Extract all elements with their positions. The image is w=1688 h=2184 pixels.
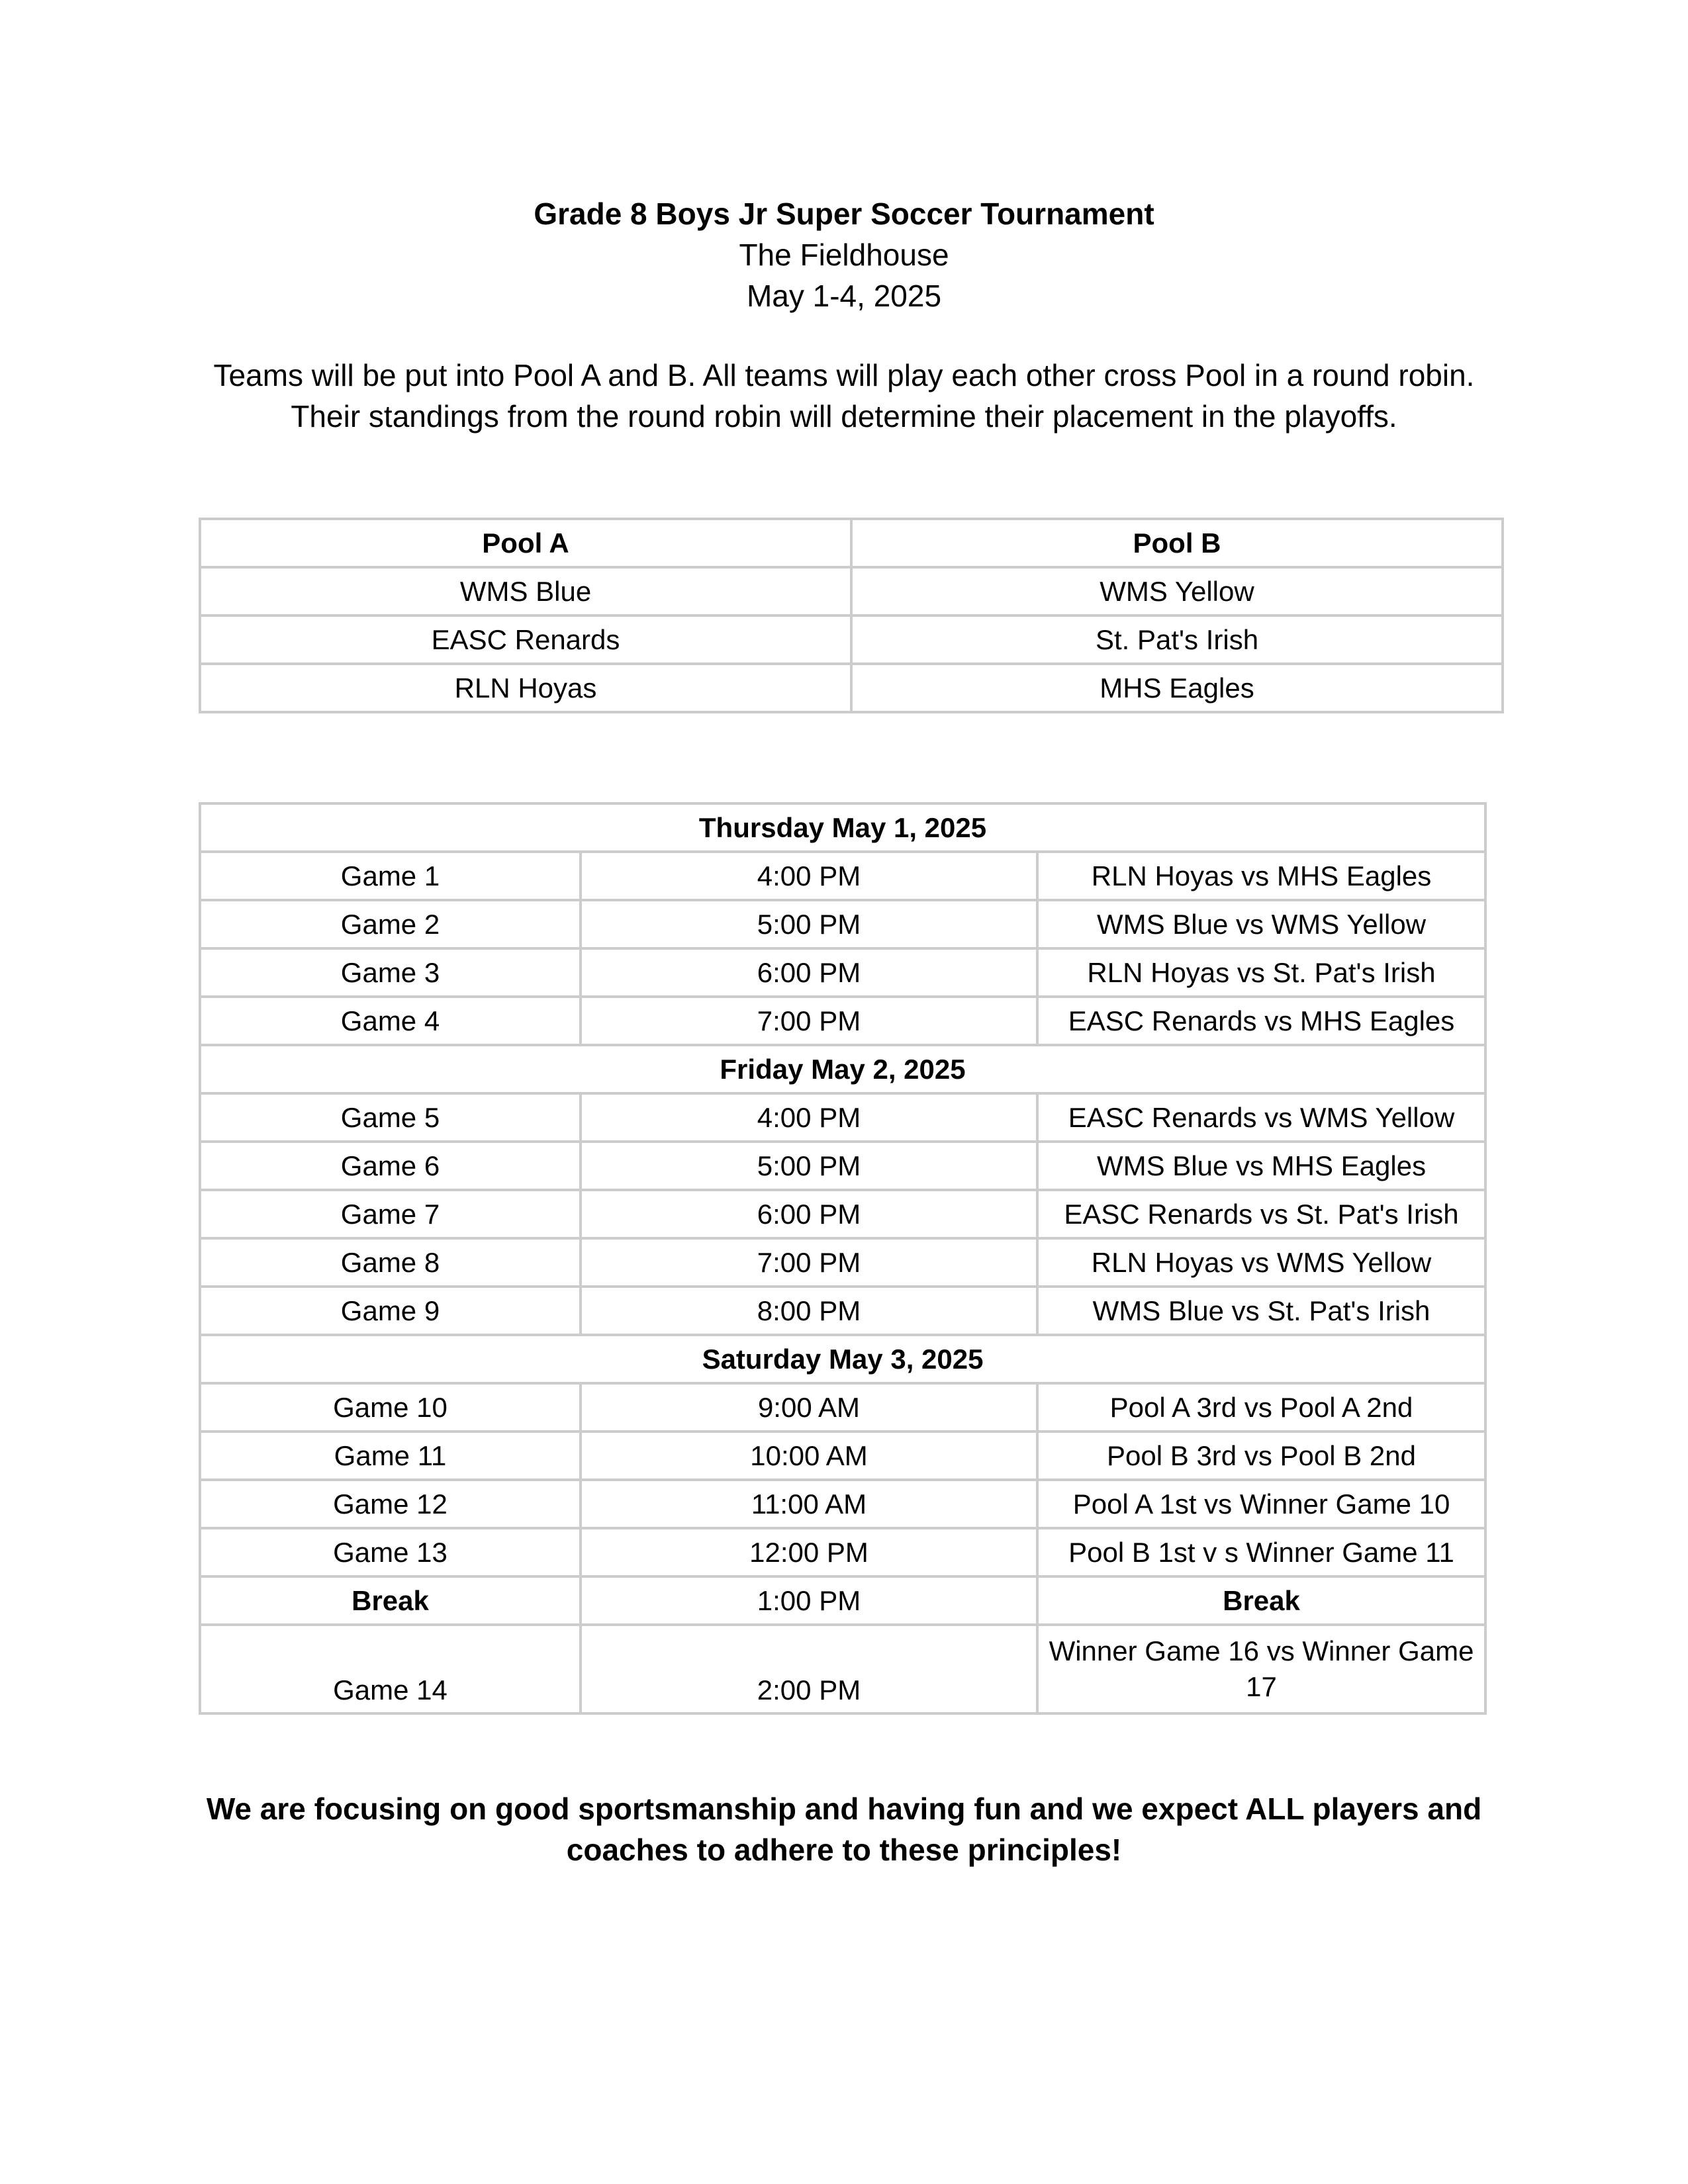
intro-paragraph bbox=[0, 355, 1688, 437]
game-label: Game 11 bbox=[200, 1432, 581, 1480]
game-time: 5:00 PM bbox=[581, 900, 1037, 948]
game-time: 4:00 PM bbox=[581, 852, 1037, 900]
game-matchup: Pool A 1st vs Winner Game 10 bbox=[1037, 1480, 1485, 1528]
footer-line: coaches to adhere to these principles! bbox=[566, 1833, 1122, 1867]
game-matchup: RLN Hoyas vs St. Pat's Irish bbox=[1037, 948, 1485, 997]
game-label: Game 8 bbox=[200, 1238, 581, 1287]
game-label: Game 4 bbox=[200, 997, 581, 1045]
pool-b-team: MHS Eagles bbox=[851, 664, 1503, 712]
pools-table bbox=[199, 518, 1504, 713]
game-time: 1:00 PM bbox=[581, 1576, 1037, 1625]
day-header-row bbox=[200, 1335, 1485, 1383]
day-header-row bbox=[200, 803, 1485, 852]
table-row bbox=[200, 1238, 1485, 1287]
pool-b-team: St. Pat's Irish bbox=[851, 615, 1503, 664]
table-row bbox=[200, 1190, 1485, 1238]
game-matchup: EASC Renards vs St. Pat's Irish bbox=[1037, 1190, 1485, 1238]
game-matchup: WMS Blue vs WMS Yellow bbox=[1037, 900, 1485, 948]
game-time: 6:00 PM bbox=[581, 1190, 1037, 1238]
game-label: Game 13 bbox=[200, 1528, 581, 1576]
game-time: 4:00 PM bbox=[581, 1093, 1037, 1142]
game-label: Game 2 bbox=[200, 900, 581, 948]
game-time: 2:00 PM bbox=[581, 1625, 1037, 1713]
day-header: Friday May 2, 2025 bbox=[200, 1045, 1485, 1093]
game-time: 6:00 PM bbox=[581, 948, 1037, 997]
game-time: 5:00 PM bbox=[581, 1142, 1037, 1190]
game-matchup: Pool B 3rd vs Pool B 2nd bbox=[1037, 1432, 1485, 1480]
day-header: Thursday May 1, 2025 bbox=[200, 803, 1485, 852]
break-label: Break bbox=[200, 1576, 581, 1625]
game-time: 8:00 PM bbox=[581, 1287, 1037, 1335]
table-row bbox=[200, 615, 1503, 664]
table-row bbox=[200, 1287, 1485, 1335]
tournament-title: Grade 8 Boys Jr Super Soccer Tournament bbox=[534, 197, 1154, 231]
table-row bbox=[200, 1432, 1485, 1480]
pools-header-row bbox=[200, 519, 1503, 567]
pool-b-team: WMS Yellow bbox=[851, 567, 1503, 615]
pool-a-team: WMS Blue bbox=[200, 567, 851, 615]
footer-line: We are focusing on good sportsmanship and having fun and we expect ALL players and bbox=[206, 1792, 1482, 1826]
table-row bbox=[200, 1625, 1485, 1713]
table-row bbox=[200, 852, 1485, 900]
intro-line: Teams will be put into Pool A and B. All teams will play each other cross Pool in a round robin. bbox=[213, 358, 1475, 392]
game-label: Game 3 bbox=[200, 948, 581, 997]
game-label: Game 1 bbox=[200, 852, 581, 900]
break-row bbox=[200, 1576, 1485, 1625]
game-label: Game 7 bbox=[200, 1190, 581, 1238]
table-row bbox=[200, 997, 1485, 1045]
game-matchup: Pool A 3rd vs Pool A 2nd bbox=[1037, 1383, 1485, 1432]
game-label: Game 10 bbox=[200, 1383, 581, 1432]
pool-a-header: Pool A bbox=[200, 519, 851, 567]
table-row bbox=[200, 1480, 1485, 1528]
table-row bbox=[200, 900, 1485, 948]
table-row bbox=[200, 664, 1503, 712]
game-time: 9:00 AM bbox=[581, 1383, 1037, 1432]
game-time: 7:00 PM bbox=[581, 997, 1037, 1045]
table-row bbox=[200, 1142, 1485, 1190]
document-header bbox=[0, 193, 1688, 316]
game-matchup: Pool B 1st v s Winner Game 11 bbox=[1037, 1528, 1485, 1576]
venue: The Fieldhouse bbox=[739, 238, 949, 272]
game-time: 11:00 AM bbox=[581, 1480, 1037, 1528]
table-row bbox=[200, 1528, 1485, 1576]
game-label: Game 14 bbox=[200, 1625, 581, 1713]
game-label: Game 12 bbox=[200, 1480, 581, 1528]
game-matchup: RLN Hoyas vs MHS Eagles bbox=[1037, 852, 1485, 900]
day-header-row bbox=[200, 1045, 1485, 1093]
game-time: 10:00 AM bbox=[581, 1432, 1037, 1480]
game-matchup: EASC Renards vs MHS Eagles bbox=[1037, 997, 1485, 1045]
table-row bbox=[200, 1383, 1485, 1432]
schedule-table bbox=[199, 802, 1487, 1715]
game-matchup: RLN Hoyas vs WMS Yellow bbox=[1037, 1238, 1485, 1287]
game-matchup: EASC Renards vs WMS Yellow bbox=[1037, 1093, 1485, 1142]
game-label: Game 6 bbox=[200, 1142, 581, 1190]
pool-a-team: RLN Hoyas bbox=[200, 664, 851, 712]
sportsmanship-note bbox=[0, 1788, 1688, 1870]
pool-b-header: Pool B bbox=[851, 519, 1503, 567]
table-row bbox=[200, 1093, 1485, 1142]
day-header: Saturday May 3, 2025 bbox=[200, 1335, 1485, 1383]
game-matchup: WMS Blue vs MHS Eagles bbox=[1037, 1142, 1485, 1190]
table-row bbox=[200, 948, 1485, 997]
game-label: Game 5 bbox=[200, 1093, 581, 1142]
tournament-dates: May 1-4, 2025 bbox=[746, 279, 942, 313]
table-row bbox=[200, 567, 1503, 615]
game-time: 12:00 PM bbox=[581, 1528, 1037, 1576]
game-time: 7:00 PM bbox=[581, 1238, 1037, 1287]
break-label: Break bbox=[1037, 1576, 1485, 1625]
game-matchup: WMS Blue vs St. Pat's Irish bbox=[1037, 1287, 1485, 1335]
intro-line: Their standings from the round robin will determine their placement in the playoffs. bbox=[291, 399, 1397, 433]
game-matchup: Winner Game 16 vs Winner Game 17 bbox=[1037, 1625, 1485, 1713]
game-label: Game 9 bbox=[200, 1287, 581, 1335]
pool-a-team: EASC Renards bbox=[200, 615, 851, 664]
